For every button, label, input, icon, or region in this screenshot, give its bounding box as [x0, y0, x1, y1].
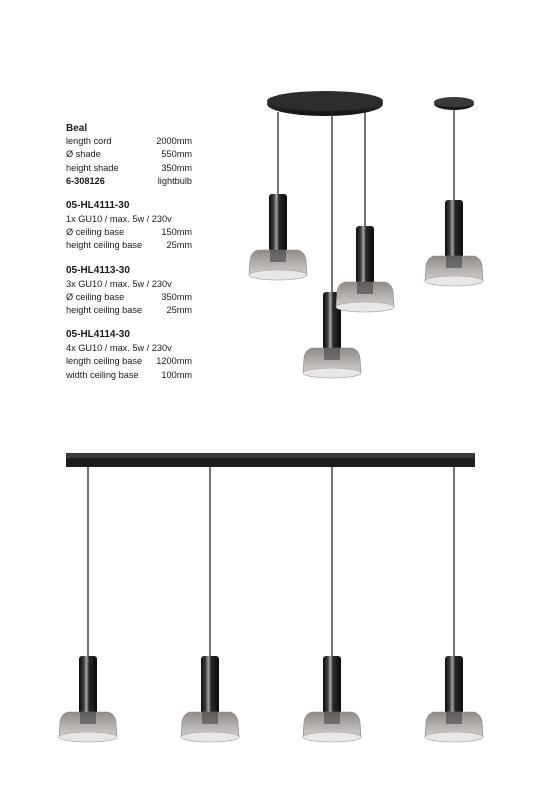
spec-value: 550mm	[161, 149, 192, 160]
shade-rim	[181, 732, 239, 742]
spec-label: width ceiling base	[66, 369, 139, 380]
spec-value: 1200mm	[156, 356, 192, 367]
spec-value: 350mm	[161, 162, 192, 173]
lamp-body-inner	[270, 250, 286, 262]
spec-value: 100mm	[161, 369, 192, 380]
pendant-lamp	[303, 467, 361, 742]
lamp-body-inner	[80, 712, 96, 724]
bulb-label: lightbulb	[157, 175, 192, 186]
lamp-body	[445, 200, 463, 262]
spec-value: 25mm	[166, 240, 192, 251]
shade-rim	[425, 732, 483, 742]
pendant-cluster-3-lamps	[249, 91, 394, 378]
product-name: Beal	[66, 123, 88, 134]
ceiling-bar-top	[66, 453, 475, 458]
ceiling-disc-top	[267, 91, 383, 111]
lamp-body-inner	[446, 256, 462, 268]
spec-label: Ø ceiling base	[66, 291, 125, 302]
lamp-body	[269, 194, 287, 256]
variant-code: 05-HL4111-30	[66, 200, 130, 212]
pendant-lamp	[181, 467, 239, 742]
lamp-body	[323, 656, 341, 718]
lamp-body	[201, 656, 219, 718]
lamp-body-inner	[202, 712, 218, 724]
bulb-code: 6-308126	[66, 175, 105, 186]
variant-lamp: 1x GU10 / max. 5w / 230v	[66, 214, 172, 225]
lamp-body	[79, 656, 97, 718]
variant-lamp: 3x GU10 / max. 5w / 230v	[66, 278, 172, 289]
pendant-single-lamp	[425, 97, 483, 286]
spec-label: Ø shade	[66, 149, 101, 160]
spec-label: Ø ceiling base	[66, 227, 125, 238]
spec-label: height shade	[66, 162, 119, 173]
variant-lamp: 4x GU10 / max. 5w / 230v	[66, 343, 172, 354]
variant-code: 05-HL4113-30	[66, 264, 130, 276]
shade-rim	[336, 302, 394, 312]
lamp-body	[356, 226, 374, 288]
pendant-lamp	[336, 112, 394, 312]
lamp-body-inner	[324, 348, 340, 360]
spec-label: height ceiling base	[66, 240, 143, 251]
spec-value: 150mm	[161, 227, 192, 238]
pendant-lamp	[303, 112, 361, 378]
pendant-lamp	[425, 467, 483, 742]
ceiling-canopy-top	[434, 97, 474, 107]
shade-rim	[303, 732, 361, 742]
variant-code: 05-HL4114-30	[66, 329, 130, 341]
spec-label: length ceiling base	[66, 356, 143, 367]
pendant-lamp	[59, 467, 117, 742]
shade-rim	[425, 276, 483, 286]
spec-value: 350mm	[161, 291, 192, 302]
shade-rim	[249, 270, 307, 280]
spec-label: length cord	[66, 136, 112, 147]
lamp-body	[445, 656, 463, 718]
pendant-lamp	[425, 108, 483, 286]
lamp-body-inner	[324, 712, 340, 724]
lamp-body-inner	[357, 282, 373, 294]
pendant-lamp	[249, 112, 307, 280]
shade-rim	[303, 368, 361, 378]
spec-value: 2000mm	[156, 136, 192, 147]
shade-rim	[59, 732, 117, 742]
spec-label: height ceiling base	[66, 305, 143, 316]
pendant-bar-4-lamps	[59, 453, 483, 742]
lamp-body-inner	[446, 712, 462, 724]
spec-value: 25mm	[166, 305, 192, 316]
